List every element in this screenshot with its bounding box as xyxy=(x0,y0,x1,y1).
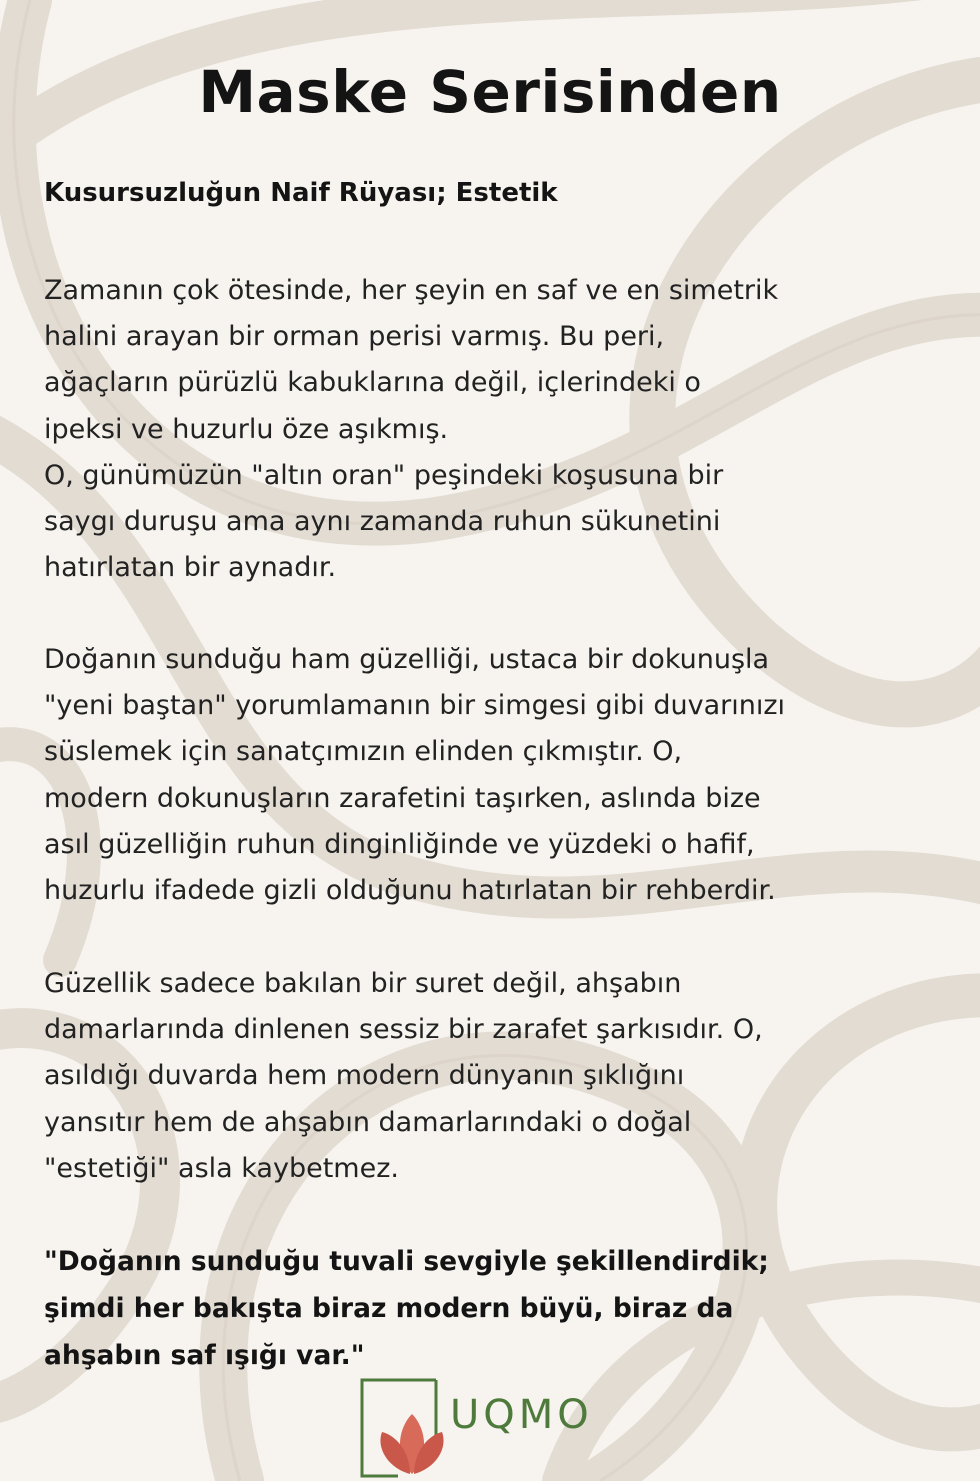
quote-line: ahşabın saf ışığı var." xyxy=(44,1340,365,1371)
paragraph-line: saygı duruşu ama aynı zamanda ruhun sükunetini xyxy=(44,506,721,538)
paragraph-line: hatırlatan bir aynadır. xyxy=(44,552,337,584)
paragraph-line: asıl güzelliğin ruhun dinginliğinde ve yüzdeki o hafif, xyxy=(44,828,755,860)
quote-line: şimdi her bakışta biraz modern büyü, biraz da xyxy=(44,1293,734,1324)
paragraph-line: ipeksi ve huzurlu öze aşıkmış. xyxy=(44,413,449,445)
paragraph-line: damarlarında dinlenen sessiz bir zarafet şarkısıdır. O, xyxy=(44,1014,763,1046)
brand-logo xyxy=(358,1378,598,1478)
paragraph-line: ağaçların pürüzlü kabuklarına değil, içlerindeki o xyxy=(44,367,701,399)
quote-line: "Doğanın sunduğu tuvali sevgiyle şekillendirdik; xyxy=(44,1246,769,1277)
paragraph-line: modern dokunuşların zarafetini taşırken, aslında bize xyxy=(44,782,761,814)
paragraph-line: "yeni baştan" yorumlamanın bir simgesi gibi duvarınızı xyxy=(44,690,786,722)
paragraph-2 xyxy=(44,637,954,914)
paragraph-line: Güzellik sadece bakılan bir suret değil, ahşabın xyxy=(44,968,682,999)
logo-text: UQMO xyxy=(450,1392,593,1438)
paragraph-line: asıldığı duvarda hem modern dünyanın şıklığını xyxy=(44,1060,685,1092)
paragraph-line: huzurlu ifadede gizli olduğunu hatırlatan bir rehberdir. xyxy=(44,875,776,907)
paragraph-line: O, günümüzün "altın oran" peşindeki koşusuna bir xyxy=(44,459,724,491)
paragraph-1 xyxy=(44,268,954,591)
paragraph-line: süslemek için sanatçımızın elinden çıkmıştır. O, xyxy=(44,736,683,768)
paragraph-line: Zamanın çok ötesinde, her şeyin en saf ve en simetrik xyxy=(44,275,779,306)
closing-quote xyxy=(44,1238,954,1379)
paragraph-3 xyxy=(44,961,954,1192)
page-subtitle: Kusursuzluğun Naif Rüyası; Estetik xyxy=(44,178,558,208)
page-title: Maske Serisinden xyxy=(198,58,782,126)
paragraph-line: halini arayan bir orman perisi varmış. Bu peri, xyxy=(44,321,665,353)
leaf-icon xyxy=(380,1414,443,1474)
paragraph-line: "estetiği" asla kaybetmez. xyxy=(44,1152,399,1184)
paragraph-line: yansıtır hem de ahşabın damarlarındaki o doğal xyxy=(44,1106,692,1138)
paragraph-line: Doğanın sunduğu ham güzelliği, ustaca bir dokunuşla xyxy=(44,644,770,675)
